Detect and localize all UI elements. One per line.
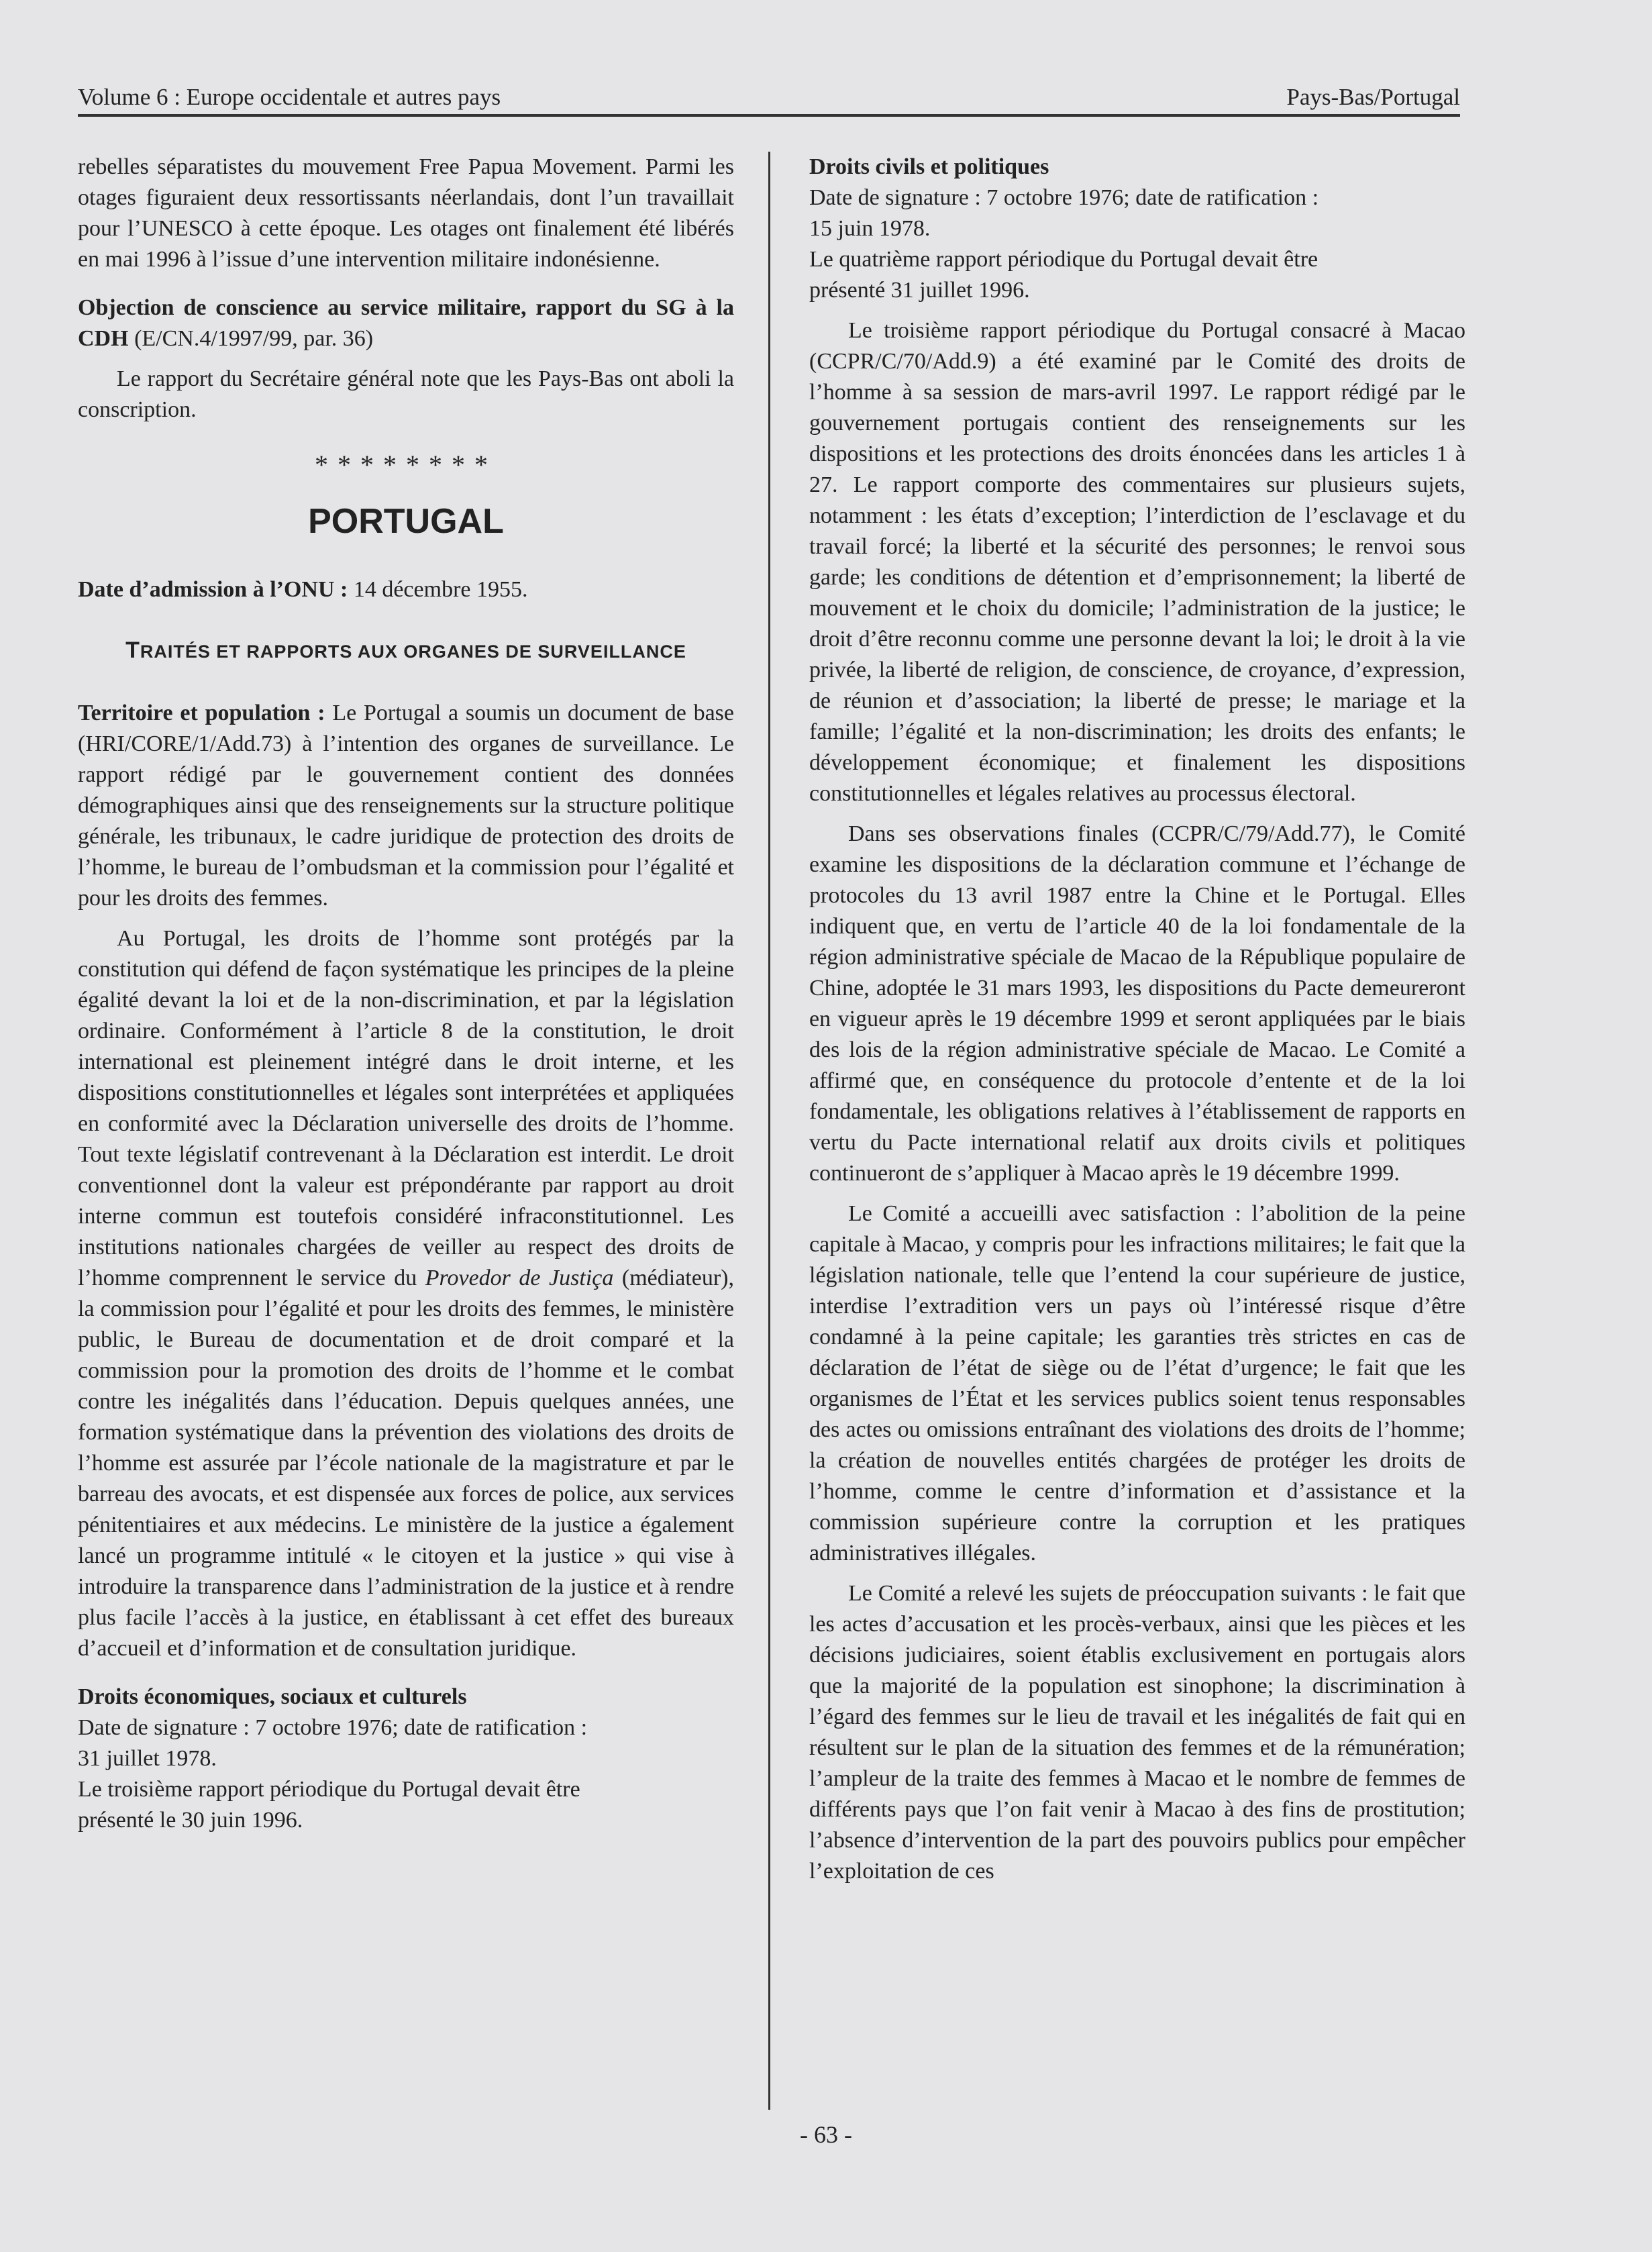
admission-date: [78, 574, 734, 605]
esc-line-1: Date de signature : 7 octobre 1976; date de ratification :: [78, 1715, 588, 1740]
country-title: PORTUGAL: [308, 502, 504, 541]
running-header: [78, 79, 1460, 115]
rights-text-before: Au Portugal, les droits de l’homme sont protégés par la constitution qui défend de façon systématique les principes de la pleine égalité devant la loi et de la non-discrimination, et par la législation ordinaire. Conformément à l’article 8 de la constitution, le droit international est pleinement intégré dans le droit interne, et les dispositions constitutionnelles et légales sont interprétées et appliquées en conformité avec la Déclaration universelle des droits de l’homme. Tout texte législatif contrevenant à la Déclaration est interdit. Le droit conventionnel dont la valeur est prépondérante par rapport au droit interne commun est toutefois considéré infraconstitutionnel. Les institutions nationales chargées de veiller au respect des droits de l’homme comprennent le service du: [78, 926, 734, 1290]
column-rule: [768, 152, 770, 2110]
section-separator: ********: [315, 450, 497, 480]
objection-heading-ref: (E/CN.4/1997/99, par. 36): [128, 326, 374, 351]
treaties-heading-initial: T: [125, 637, 140, 663]
paragraph-concluding-observations: Dans ses observations finales (CCPR/C/79/Add.77), le Comité examine les dispositions de la déclaration commune et l’échange de protocoles du 13 avril 1987 entre la Chine et le Portugal. Elles indiquent que, en vertu de l’article 40 de la loi fondamentale de la région administrative spéciale de Macao de la République populaire de Chine, adoptée le 31 mars 1993, les dispositions du Pacte demeureront en vigueur après le 19 décembre 1999 et seront appliquées par le biais des lois de la région administrative spéciale de Macao. Le Comité a affirmé que, en conséquence du protocole d’entente et de la loi fondamentale, les obligations relatives à l’établissement de rapports en vertu du Pacte international relatif aux droits civils et politiques continueront de s’appliquer à Macao après le 19 décembre 1999.: [809, 821, 1465, 1186]
header-rule: [78, 114, 1460, 117]
paragraph-committee-welcomed: Le Comité a accueilli avec satisfaction : l’abolition de la peine capitale à Macao, y compris pour les infractions militaires; le fait que la législation nationale, telle que l’entend la cour supérieure de justice, interdise l’extradition vers un pays où l’intéressé risque d’être condamné à la peine capitale; les garanties très strictes en cas de déclaration de l’état de siège ou de l’état d’urgence; le fait que les organismes de l’État et les services publics soient tenus responsables des actes ou omissions entraînant des violations des droits de l’homme; la création de nouvelles entités chargées de protéger les droits de l’homme, comme le centre d’information et d’assistance et la commission supérieure contre la corruption et les pratiques administratives illégales.: [809, 1201, 1465, 1566]
civil-political-block: [809, 152, 1465, 306]
esc-heading: Droits économiques, sociaux et culturels: [78, 1684, 467, 1709]
header-volume-title: Volume 6 : Europe occidentale et autres pays: [78, 84, 501, 110]
cp-line-4: présenté 31 juillet 1996.: [809, 278, 1030, 303]
cp-heading: Droits civils et politiques: [809, 154, 1049, 179]
territory-label: Territoire et population :: [78, 701, 325, 725]
objection-heading-title: Objection de conscience au service militaire, rapport du SG à la CDH: [78, 295, 734, 351]
paragraph-committee-concerns: Le Comité a relevé les sujets de préoccupation suivants : le fait que les actes d’accusation et les procès-verbaux, ainsi que les pièces et les décisions judiciaires, soient établis exclusivement en portugais alors que la majorité de la population est sinophone; la discrimination à l’égard des femmes sur le lieu de travail et les inégalités de fait qui en résultent sur le plan de la situation des femmes et de la rémunération; l’ampleur de la traite des femmes à Macao et le nombre de femmes de différents pays que l’on fait venir à Macao à des fins de prostitution; l’absence d’intervention de la part des pouvoirs publics pour empêcher l’exploitation de ces: [809, 1581, 1465, 1884]
objection-heading: [78, 293, 734, 354]
cp-line-3: Le quatrième rapport périodique du Portugal devait être: [809, 247, 1319, 272]
paragraph-third-report-macao: Le troisième rapport périodique du Portugal consacré à Macao (CCPR/C/70/Add.9) a été examiné par le Comité des droits de l’homme à sa session de mars-avril 1997. Le rapport rédigé par le gouvernement portugais contient des renseignements sur les dispositions et les protections des droits énoncées dans les articles 1 à 27. Le rapport comporte des commentaires sur plusieurs sujets, notamment : les états d’exception; l’interdiction de l’esclavage et du travail forcé; la liberté et la sécurité des personnes; le renvoi sous garde; les conditions de détention et d’emprisonnement; la liberté de mouvement et le choix du domicile; l’administration de la justice; le droit d’être reconnu comme une personne devant la loi; le droit à la vie privée, la liberté de religion, de conscience, de croyance, d’expression, de réunion et d’association; la liberté de presse; le mariage et la famille; l’égalité et la non-discrimination; les droits des enfants; le développement économique; et finalement les dispositions constitutionnelles et légales relatives au processus électoral.: [809, 318, 1465, 806]
paragraph-human-rights-protection: [78, 923, 734, 1664]
treaties-heading: [78, 635, 734, 667]
rights-text-after: (médiateur), la commission pour l’égalité et pour les droits des femmes, le ministère public, le Bureau de documentation et de droit comparé et la commission pour la promotion des droits de l’homme et le combat contre les inégalités dans l’éducation. Depuis quelques années, une formation systématique dans la prévention des violations des droits de l’homme est assurée par l’école nationale de la magistrature et par le barreau des avocats, et est dispensée aux forces de police, aux services pénitentiaires et aux médecins. Le ministère de la justice a également lancé un programme intitulé « le citoyen et la justice » qui vise à introduire la transparence dans l’administration de la justice et à rendre plus facile l’accès à la justice, en établissant à cet effet des bureaux d’accueil et d’information et de consultation juridique.: [78, 1266, 734, 1661]
treaties-heading-rest: RAITÉS ET RAPPORTS AUX ORGANES DE SURVEILLANCE: [140, 642, 686, 662]
right-column: [809, 152, 1465, 1887]
cp-line-2: 15 juin 1978.: [809, 216, 931, 241]
paragraph-territory: [78, 698, 734, 914]
header-country-pair: Pays-Bas/Portugal: [1286, 84, 1460, 110]
page-number: - 63 -: [800, 2121, 852, 2148]
admission-label: Date d’admission à l’ONU :: [78, 577, 348, 602]
cp-line-1: Date de signature : 7 octobre 1976; date de ratification :: [809, 185, 1319, 210]
admission-value: 14 décembre 1955.: [348, 577, 528, 602]
esc-line-2: 31 juillet 1978.: [78, 1746, 217, 1771]
paragraph-objection: Le rapport du Secrétaire général note que les Pays-Bas ont aboli la conscription.: [78, 366, 734, 422]
esc-rights-block: [78, 1682, 734, 1836]
paragraph-netherlands-hostages: rebelles séparatistes du mouvement Free Papua Movement. Parmi les otages figuraient deux ressortissants néerlandais, dont l’un travaillait pour l’UNESCO à cette époque. Les otages ont finalement été libérés en mai 1996 à l’issue d’une intervention militaire indonésienne.: [78, 154, 734, 272]
left-column: [78, 152, 734, 1836]
territory-text: Le Portugal a soumis un document de base (HRI/CORE/1/Add.73) à l’intention des organes de surveillance. Le rapport rédigé par le gouvernement contient des données démographiques ainsi que des renseignements sur la structure politique générale, les tribunaux, le cadre juridique de protection des droits de l’homme, le bureau de l’ombudsman et la commission pour l’égalité et pour les droits des femmes.: [78, 701, 734, 911]
rights-text-italic: Provedor de Justiça: [425, 1266, 614, 1290]
esc-line-3: Le troisième rapport périodique du Portugal devait être: [78, 1777, 580, 1802]
esc-line-4: présenté le 30 juin 1996.: [78, 1808, 303, 1833]
